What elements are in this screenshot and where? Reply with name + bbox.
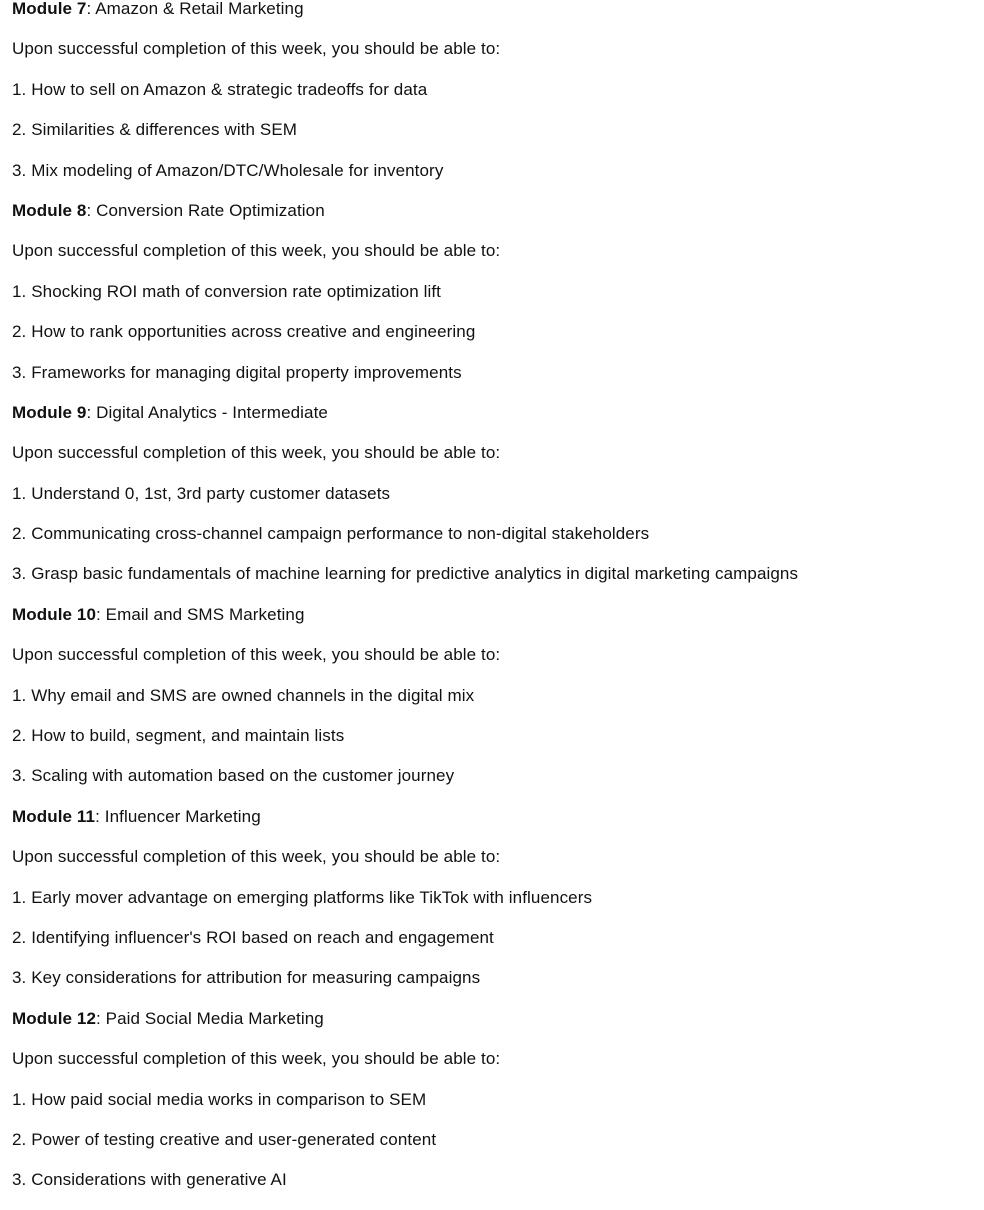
module-heading	[12, 806, 972, 846]
module-label: Module 8	[12, 200, 87, 220]
objective-item: 2. Similarities & differences with SEM	[12, 120, 298, 140]
module-intro: Upon successful completion of this week, you should be able to:	[12, 39, 501, 59]
module-title: : Paid Social Media Marketing	[96, 1008, 324, 1028]
module-12-section	[12, 1008, 972, 1210]
objective-item: 1. How to sell on Amazon & strategic tradeoffs for data	[12, 79, 428, 99]
module-9-section	[12, 402, 972, 604]
objective-item: 1. How paid social media works in comparison to SEM	[12, 1089, 427, 1109]
objective-item: 1. Early mover advantage on emerging platforms like TikTok with influencers	[12, 887, 593, 907]
module-label: Module 7	[12, 0, 87, 18]
objective-item: 2. Identifying influencer's ROI based on reach and engagement	[12, 927, 494, 947]
module-intro: Upon successful completion of this week, you should be able to:	[12, 847, 501, 867]
module-intro: Upon successful completion of this week, you should be able to:	[12, 443, 501, 463]
module-title: : Email and SMS Marketing	[96, 604, 305, 624]
module-title: : Digital Analytics - Intermediate	[86, 402, 328, 422]
module-label: Module 12	[12, 1008, 97, 1028]
module-heading	[12, 200, 972, 240]
objective-item: 3. Mix modeling of Amazon/DTC/Wholesale for inventory	[12, 160, 444, 180]
module-heading	[12, 0, 972, 38]
objective-item: 3. Scaling with automation based on the customer journey	[12, 766, 455, 786]
objective-item: 2. How to build, segment, and maintain lists	[12, 726, 345, 746]
module-intro: Upon successful completion of this week, you should be able to:	[12, 645, 501, 665]
module-7-section	[12, 0, 972, 200]
objective-item: 2. How to rank opportunities across creative and engineering	[12, 322, 476, 342]
objective-item: 3. Key considerations for attribution for measuring campaigns	[12, 968, 481, 988]
module-label: Module 11	[12, 806, 96, 826]
objective-item: 2. Communicating cross-channel campaign performance to non-digital stakeholders	[12, 524, 650, 544]
module-11-section	[12, 806, 972, 1008]
module-list	[12, 0, 972, 1210]
module-title: : Amazon & Retail Marketing	[86, 0, 304, 18]
module-heading	[12, 402, 972, 442]
objective-item: 1. Shocking ROI math of conversion rate optimization lift	[12, 281, 442, 301]
module-heading	[12, 604, 972, 644]
objective-item: 3. Frameworks for managing digital property improvements	[12, 362, 462, 382]
module-heading	[12, 1008, 972, 1048]
module-title: : Conversion Rate Optimization	[86, 200, 325, 220]
module-intro: Upon successful completion of this week, you should be able to:	[12, 241, 501, 261]
objective-item: 1. Why email and SMS are owned channels in the digital mix	[12, 685, 475, 705]
objective-item: 1. Understand 0, 1st, 3rd party customer datasets	[12, 483, 391, 503]
module-intro: Upon successful completion of this week, you should be able to:	[12, 1049, 501, 1069]
module-label: Module 10	[12, 604, 97, 624]
module-10-section	[12, 604, 972, 806]
objective-item: 2. Power of testing creative and user-generated content	[12, 1129, 437, 1149]
objective-item: 3. Considerations with generative AI	[12, 1170, 287, 1190]
objective-item: 3. Grasp basic fundamentals of machine learning for predictive analytics in digital marketing campaigns	[12, 564, 799, 584]
module-label: Module 9	[12, 402, 87, 422]
module-8-section	[12, 200, 972, 402]
module-title: : Influencer Marketing	[95, 806, 261, 826]
